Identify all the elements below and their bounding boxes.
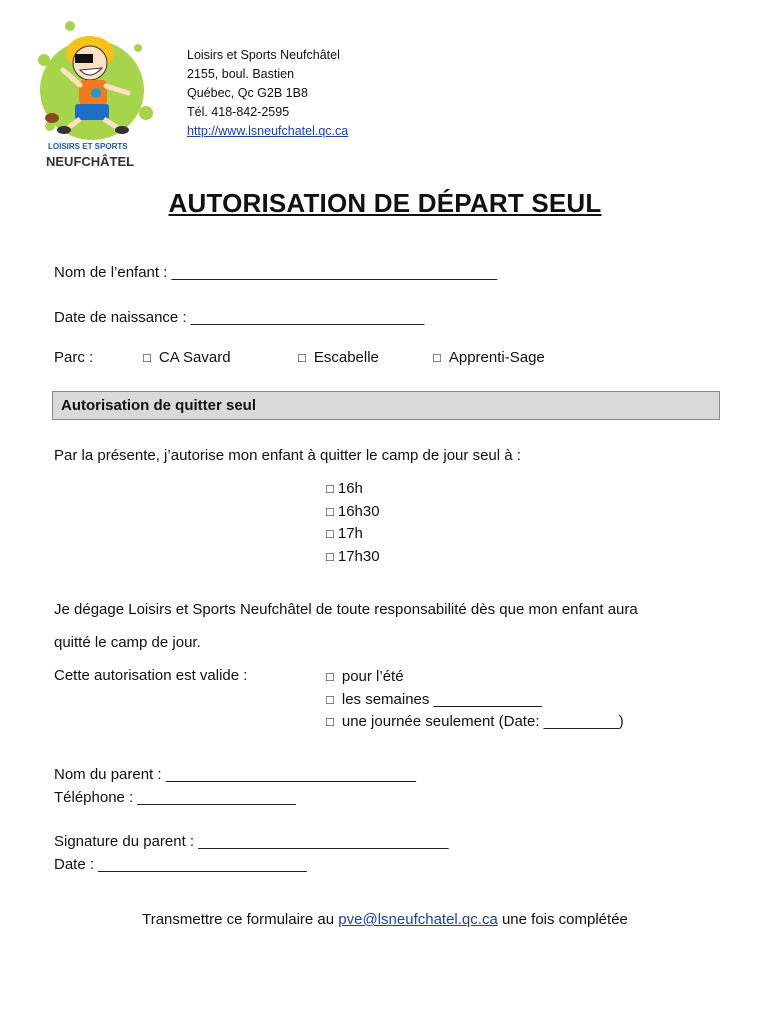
validity-label: Cette autorisation est valide : xyxy=(54,667,248,684)
validity-option-label: les semaines _____________ xyxy=(341,690,543,708)
logo-text-bottom: NEUFCHÂTEL xyxy=(46,154,135,169)
time-options xyxy=(326,478,380,568)
validity-option-one-day[interactable] xyxy=(326,711,624,734)
footer-instruction xyxy=(0,911,770,928)
birth-date-field[interactable]: Date de naissance : ____________________________ xyxy=(54,309,425,326)
organization-address xyxy=(187,46,348,141)
park-option-label: Apprenti-Sage xyxy=(448,349,545,366)
page-title: AUTORISATION DE DÉPART SEUL xyxy=(168,188,602,218)
checkbox-icon[interactable]: □ xyxy=(326,548,334,564)
checkbox-icon[interactable]: □ xyxy=(433,350,441,365)
checkbox-icon[interactable]: □ xyxy=(298,350,306,365)
section-header: Autorisation de quitter seul xyxy=(52,391,720,420)
time-option-17h30[interactable] xyxy=(326,546,380,569)
kid-mascot-icon xyxy=(30,18,160,178)
child-name-field[interactable]: Nom de l’enfant : _______________________________________ xyxy=(54,264,497,281)
park-option-escabelle[interactable] xyxy=(298,349,379,366)
disclaimer-line-2: quitté le camp de jour. xyxy=(54,634,201,651)
time-option-17h[interactable] xyxy=(326,523,380,546)
checkbox-icon[interactable]: □ xyxy=(326,669,334,684)
time-option-16h30[interactable] xyxy=(326,501,380,524)
footer-text-before: Transmettre ce formulaire au xyxy=(142,911,339,928)
park-option-label: Escabelle xyxy=(313,349,379,366)
signature-date-field[interactable]: Date : _________________________ xyxy=(54,856,307,873)
validity-options xyxy=(326,666,624,734)
org-phone: Tél. 418-842-2595 xyxy=(187,105,290,119)
validity-option-label: pour l’été xyxy=(341,668,404,685)
checkbox-icon[interactable]: □ xyxy=(326,481,334,496)
checkbox-icon[interactable]: □ xyxy=(326,526,334,541)
validity-option-summer[interactable] xyxy=(326,666,624,689)
time-option-label: 16h xyxy=(337,480,363,497)
contact-email-link[interactable]: pve@lsneufchatel.qc.ca xyxy=(338,911,498,928)
footer-text-after: une fois complétée xyxy=(497,911,628,928)
parent-signature-field[interactable]: Signature du parent : ______________________________ xyxy=(54,833,449,850)
checkbox-icon[interactable]: □ xyxy=(143,350,151,365)
park-option-ca-savard[interactable] xyxy=(143,349,231,366)
org-website-link[interactable]: http://www.lsneufchatel.qc.ca xyxy=(187,124,349,138)
org-city: Québec, Qc G2B 1B8 xyxy=(187,86,308,100)
park-option-apprenti-sage[interactable] xyxy=(433,349,545,366)
time-option-label: 17h xyxy=(337,525,363,542)
disclaimer-line-1: Je dégage Loisirs et Sports Neufchâtel de toute responsabilité dès que mon enfant aura xyxy=(54,601,638,618)
park-label: Parc : xyxy=(54,349,94,366)
logo-text-top: LOISIRS ET SPORTS xyxy=(48,142,128,151)
checkbox-icon[interactable]: □ xyxy=(326,691,334,707)
authorization-intro: Par la présente, j’autorise mon enfant à quitter le camp de jour seul à : xyxy=(54,447,521,464)
checkbox-icon[interactable]: □ xyxy=(326,503,334,519)
park-option-label: CA Savard xyxy=(158,349,231,366)
organization-logo xyxy=(30,18,160,178)
checkbox-icon[interactable]: □ xyxy=(326,714,334,729)
time-option-label: 16h30 xyxy=(337,502,380,520)
parent-phone-field[interactable]: Téléphone : ___________________ xyxy=(54,789,296,806)
time-option-16h[interactable] xyxy=(326,478,380,501)
validity-option-weeks[interactable] xyxy=(326,689,624,712)
org-name: Loisirs et Sports Neufchâtel xyxy=(187,48,340,62)
time-option-label: 17h30 xyxy=(337,547,380,565)
validity-option-label: une journée seulement (Date: _________) xyxy=(341,713,624,730)
org-street: 2155, boul. Bastien xyxy=(187,67,295,81)
parent-name-field[interactable]: Nom du parent : ______________________________ xyxy=(54,766,416,783)
